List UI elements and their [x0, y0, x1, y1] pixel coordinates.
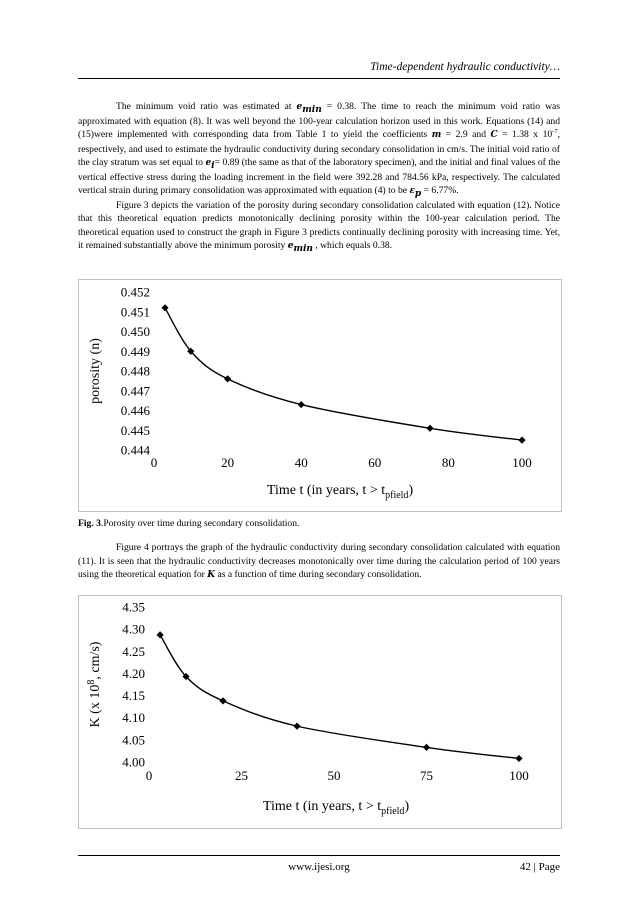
- x-tick-label: 0: [145, 768, 153, 783]
- x-tick-label: 100: [509, 768, 529, 783]
- x-axis-label: Time t (in years, $t > t_{pfield}$): [266, 483, 414, 501]
- running-header: Time-dependent hydraulic conductivity…: [370, 61, 560, 73]
- y-tick-label: 4.10: [122, 710, 145, 726]
- x-tick-label: 60: [368, 455, 382, 470]
- paragraph-2: Figure 3 depicts the variation of the porosity during secondary consolidation calculated with equation (12). Notice that this theoretical equation predicts monotonically declining porosity within the 100-year calculation period. The theoretical equation used to construct the graph in Figure 3 predicts continually declining porosity with increasing time. Yet, it remained substantially above the minimum porosity $e_{min}$ , which equals 0.38.: [78, 199, 560, 255]
- x-tick-label: 75: [420, 768, 433, 783]
- figure-3-caption: Fig. 3.Porosity over time during secondary consolidation.: [78, 518, 300, 529]
- y-tick-label: 4.20: [122, 665, 145, 681]
- x-tick-label: 25: [235, 768, 248, 783]
- paragraph-1: The minimum void ratio was estimated at $e_{min} = 0.38$. The time to reach the minimum void ratio was approximated with equation (8). It was well beyond the 100-year calculation horizon used in this work. Equations (14) and (15)were implemented with corresponding data from Table 1 to yield the coefficients m = 2.9 and C = 1.38 x $10^{-7}$, respectively, and used to estimate the hydraulic conductivity during secondary consolidation in cm/s. The initial void ratio of the clay stratum was set equal to $e_i= 0.89$ (the same as that of the laboratory specimen), and the initial and final values of the vertical effective stress during the loading increment in the field were 392.28 and 784.56 kPa, respectively. The calculated vertical strain during primary consolidation was approximated with equation (4) to be $\varepsilon_p = 6.77\%$.: [78, 101, 561, 200]
- data-point-marker: [298, 401, 305, 408]
- y-tick-label: 0.450: [120, 324, 150, 339]
- footer-rule: [78, 855, 560, 856]
- y-tick-label: 0.445: [120, 422, 150, 438]
- series-line: [165, 308, 522, 440]
- body-text-bottom: [78, 541, 560, 583]
- data-point-marker: [423, 744, 430, 751]
- data-point-marker: [157, 631, 164, 638]
- data-point-marker: [161, 304, 168, 311]
- y-tick-label: 0.448: [120, 363, 150, 379]
- data-point-marker: [515, 755, 522, 762]
- footer-page-number: 42 | Page: [519, 861, 560, 873]
- data-point-marker: [518, 437, 525, 444]
- figure-4-chart: [79, 596, 561, 828]
- x-tick-label: 40: [294, 455, 308, 470]
- y-tick-label: 4.15: [122, 688, 145, 704]
- y-tick-label: 4.25: [122, 643, 145, 659]
- y-axis-label: K (x $10^8$, cm/s): [86, 641, 103, 728]
- y-tick-label: 0.451: [120, 304, 150, 320]
- x-axis-label: Time t (in years, $t > t_{pfield}$): [262, 799, 410, 817]
- y-tick-label: 4.05: [122, 732, 145, 748]
- y-tick-label: 0.449: [120, 343, 150, 359]
- figure-3-frame: [78, 279, 562, 512]
- y-tick-label: 0.452: [120, 284, 150, 300]
- data-point-marker: [293, 723, 300, 730]
- y-axis-label: porosity (n): [88, 338, 103, 404]
- header-rule: [78, 78, 560, 79]
- x-tick-label: 20: [221, 455, 235, 470]
- data-point-marker: [219, 697, 226, 704]
- x-tick-label: 80: [441, 455, 455, 470]
- y-tick-label: 4.00: [122, 754, 145, 770]
- data-point-marker: [224, 375, 231, 382]
- body-text-top: [78, 100, 560, 254]
- y-tick-label: 4.30: [122, 621, 145, 637]
- figure-4-frame: [78, 595, 562, 829]
- y-tick-label: 0.444: [120, 442, 150, 458]
- paragraph-3: Figure 4 portrays the graph of the hydraulic conductivity during secondary consolidation calculated with equation (11). It is seen that the hydraulic conductivity decreases monotonically over time during the calculation period of 100 years using the theoretical equation for K as a function of time during secondary consolidation.: [78, 542, 560, 581]
- x-tick-label: 50: [327, 768, 341, 783]
- footer-website: www.ijesi.org: [288, 861, 350, 873]
- series-line: [160, 635, 519, 759]
- data-point-marker: [426, 425, 433, 432]
- y-tick-label: 0.446: [120, 403, 150, 418]
- x-tick-label: 100: [512, 455, 532, 470]
- y-tick-label: 0.447: [120, 383, 150, 399]
- y-tick-label: 4.35: [122, 599, 145, 615]
- figure-3-chart: [79, 280, 561, 511]
- x-tick-label: 0: [150, 455, 158, 470]
